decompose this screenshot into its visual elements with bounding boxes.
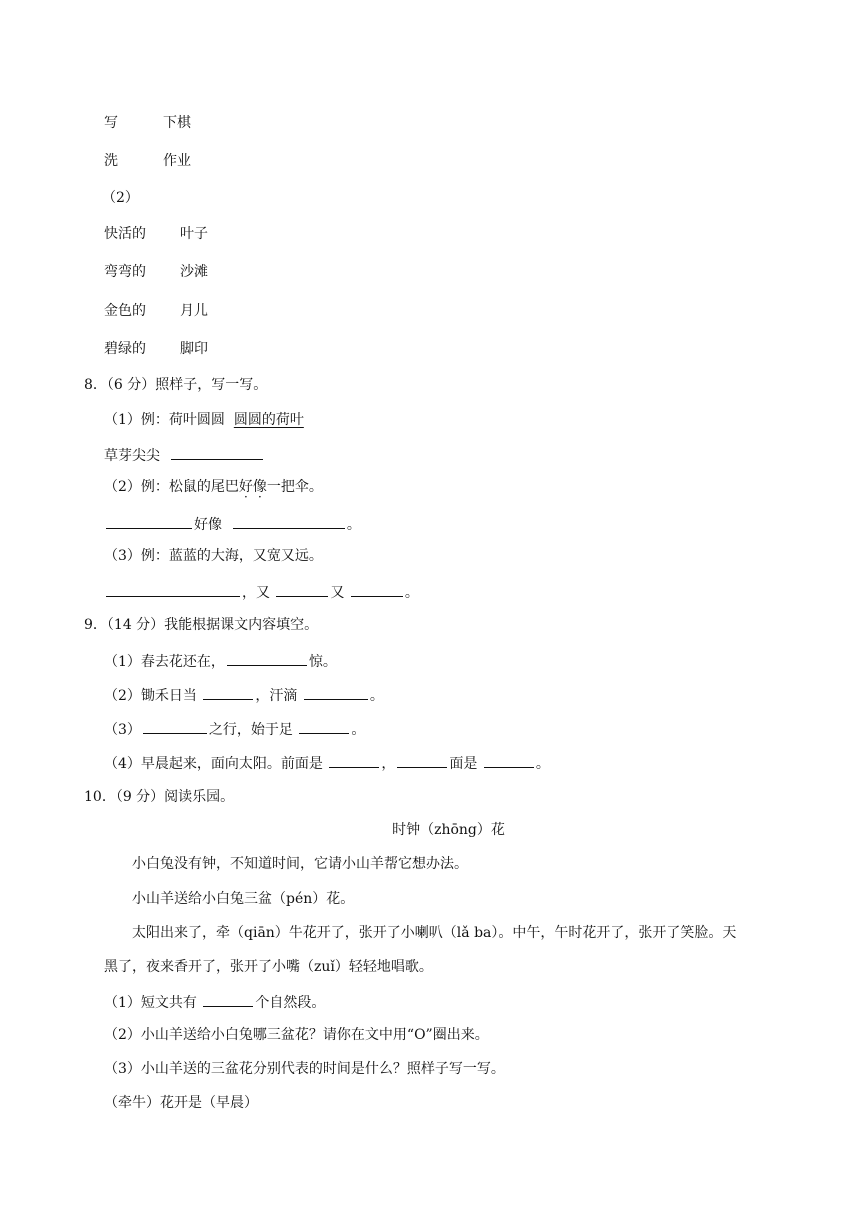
q9-l4-end: 。 xyxy=(535,756,550,772)
q8-item-2 xyxy=(104,514,361,534)
q9-l3-text: （3） xyxy=(104,722,141,738)
answer-blank[interactable] xyxy=(227,651,307,666)
adj-4: 碧绿的 xyxy=(104,341,146,357)
answer-blank[interactable] xyxy=(203,685,253,700)
q9-l3-mid: 之行，始于足 xyxy=(208,722,293,738)
q9-line-3 xyxy=(104,719,365,739)
passage-paragraph-2: 小山羊送给小白兔三盆（pén）花。 xyxy=(132,891,355,907)
answer-blank[interactable] xyxy=(329,753,379,768)
q10-sub-3: （3）小山羊送的三盆花分别代表的时间是什么？照样子写一写。 xyxy=(104,1061,505,1077)
answer-blank[interactable] xyxy=(299,719,349,734)
q9-l2-end: 。 xyxy=(369,688,384,704)
answer-blank[interactable] xyxy=(106,514,192,529)
q9-l2-text: （2）锄禾日当 xyxy=(104,688,197,704)
q8-item3-end: 。 xyxy=(404,585,419,601)
q10-sub-3-example: （牵牛）花开是（早晨） xyxy=(104,1095,258,1111)
passage-paragraph-3: 太阳出来了，牵（qiān）牛花开了，张开了小喇叭（lǎ ba）。中午，午时花开了，张开了笑脸。天 xyxy=(132,925,737,941)
q9-line-1 xyxy=(104,651,337,671)
q8-ex1-answer: 圆圆的荷叶 xyxy=(233,412,304,428)
q8-ex1-q: 草芽尖尖 xyxy=(104,448,160,464)
q9-l4-text: （4）早晨起来，面向太阳。前面是 xyxy=(104,756,323,772)
noun-2: 沙滩 xyxy=(180,264,208,280)
q9-l1-text: （1）春去花还在， xyxy=(104,654,225,670)
passage-title: 时钟（zhōng）花 xyxy=(392,822,505,838)
adj-2: 弯弯的 xyxy=(104,264,146,280)
adj-3: 金色的 xyxy=(104,303,146,319)
noun-1: 叶子 xyxy=(180,226,208,242)
passage-paragraph-1: 小白兔没有钟，不知道时间，它请小山羊帮它想办法。 xyxy=(132,856,468,872)
answer-blank[interactable] xyxy=(484,753,534,768)
q8-example-3: （3）例：蓝蓝的大海，又宽又远。 xyxy=(104,548,323,564)
q8-item3-b: 又 xyxy=(330,585,345,601)
q9-l3-end: 。 xyxy=(351,722,366,738)
q9-l1-end: 惊。 xyxy=(308,654,337,670)
answer-blank[interactable] xyxy=(233,514,345,529)
q9-line-2 xyxy=(104,685,384,705)
q8-ex1-label: （1）例：荷叶圆圆 xyxy=(104,412,225,428)
answer-blank[interactable] xyxy=(143,719,207,734)
q10-s1-text: （1）短文共有 xyxy=(104,995,197,1011)
q8-item2-mid: 好像 xyxy=(194,517,222,533)
q8-ex2-text: （2）例：松鼠的尾巴 xyxy=(104,479,239,495)
q8-item-1 xyxy=(104,445,265,465)
emphasis-char: 像 xyxy=(252,479,267,495)
answer-blank[interactable] xyxy=(171,445,263,460)
passage-paragraph-3-cont: 黑了，夜来香开了，张开了小嘴（zuǐ）轻轻地唱歌。 xyxy=(104,959,433,975)
match-right-2: 作业 xyxy=(163,153,191,169)
emphasis-char: 好 xyxy=(238,479,253,495)
q9-title: 9．（14 分）我能根据课文内容填空。 xyxy=(84,617,319,633)
q8-example-2 xyxy=(104,478,323,496)
noun-4: 脚印 xyxy=(180,341,208,357)
q8-example-1 xyxy=(104,411,304,429)
q8-title: 8．（6 分）照样子，写一写。 xyxy=(84,377,268,393)
q10-sub-1 xyxy=(104,992,325,1012)
part-2-label: （2） xyxy=(102,190,139,206)
q8-ex2-end: 一把伞。 xyxy=(266,479,323,495)
q9-l4-sep: ， xyxy=(381,756,396,772)
adj-1: 快活的 xyxy=(104,226,146,242)
q10-s1-end: 个自然段。 xyxy=(255,995,326,1011)
answer-blank[interactable] xyxy=(351,582,403,597)
answer-blank[interactable] xyxy=(276,582,328,597)
match-right-1: 下棋 xyxy=(163,115,191,131)
q9-line-4 xyxy=(104,753,550,773)
match-left-1: 写 xyxy=(104,115,118,131)
q8-item2-end: 。 xyxy=(346,517,361,533)
q10-title: 10．（9 分）阅读乐园。 xyxy=(84,789,235,805)
q10-sub-2: （2）小山羊送给小白兔哪三盆花？请你在文中用“O”圈出来。 xyxy=(104,1027,489,1043)
match-left-2: 洗 xyxy=(104,153,118,169)
q9-l4-mid: 面是 xyxy=(449,756,478,772)
q8-item3-a: ，又 xyxy=(242,585,270,601)
q9-l2-mid: ，汗滴 xyxy=(255,688,298,704)
answer-blank[interactable] xyxy=(304,685,368,700)
noun-3: 月儿 xyxy=(180,303,208,319)
answer-blank[interactable] xyxy=(106,582,240,597)
q8-item-3 xyxy=(104,582,419,602)
answer-blank[interactable] xyxy=(203,992,253,1007)
answer-blank[interactable] xyxy=(397,753,447,768)
